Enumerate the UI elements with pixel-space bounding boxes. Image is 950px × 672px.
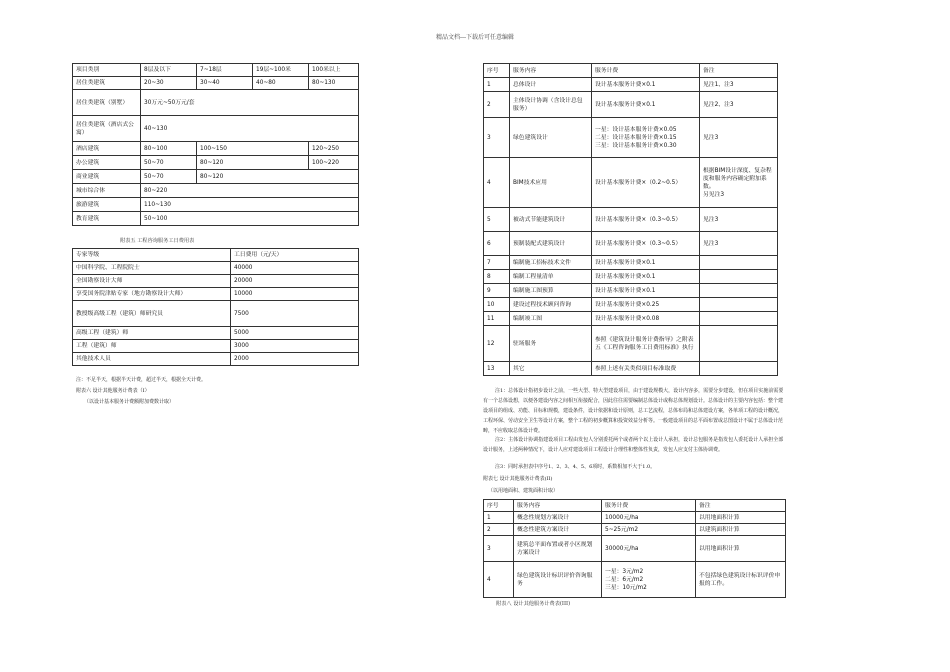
table-cell: 50~100 [141,212,359,226]
table-cell: 40000 [231,262,359,275]
table-cell: BIM技术应用 [510,158,592,208]
table-cell [700,312,778,326]
table-row [484,78,778,92]
table-cell: 旅游建筑 [73,198,141,212]
table-row [73,198,359,212]
table-cell: 商业建筑 [73,170,141,184]
table-cell [700,284,778,298]
table-cell: 3 [484,118,510,158]
table-cell: 5 [484,208,510,232]
table-row [484,312,778,326]
table-cell: 根据BIM设计深度、复杂程度和服务内容确定附加系数。 另见注3 [700,158,778,208]
table-cell [700,326,778,362]
table-cell [700,298,778,312]
table-cell: 建筑总平面布置或者小区规划方案设计 [514,536,602,562]
table-row [484,500,786,512]
table-cell: 5000 [231,327,359,340]
table6-caption: 附表六 设计其他服务计费表（I） [76,388,150,394]
building-fee-table [72,63,359,226]
table-cell: 40~130 [141,116,359,142]
table-cell: 20000 [231,275,359,288]
table-row [484,232,778,256]
table-cell: 11 [484,312,510,326]
table-row [73,353,359,366]
table-cell: 4 [484,562,514,598]
table-cell: 10000 [231,288,359,301]
table-cell: 9 [484,284,510,298]
table-cell: 2 [484,524,514,536]
expert-day-fee-table [72,248,359,366]
table-cell: 6 [484,232,510,256]
table-row [73,262,359,275]
table-cell: 120~250 [309,142,359,156]
table-row [484,562,786,598]
column-header: 工日费用（元/天） [231,249,359,262]
table-cell: 8 [484,270,510,284]
table-cell: 建设过程技术顾问咨询 [510,298,592,312]
note-3: 注3：同时承担表中序号1、2、3、4、5、6项时，系数相加不大于1.0。 [495,464,656,470]
table-cell: 工程（建筑）师 [73,340,231,353]
table-cell: 110~130 [141,198,359,212]
table-cell: 见注2、注3 [700,92,778,118]
table-row [73,77,359,90]
table-cell: 编制竣工图 [510,312,592,326]
table-row [484,158,778,208]
table-cell: 以建筑面积计算 [696,524,786,536]
table-cell: 100米以上 [309,64,359,77]
table-cell: 1 [484,512,514,524]
table-row [484,64,778,78]
table-cell: 教授级高级工程（建筑）师研究员 [73,301,231,327]
table-cell: 项目类别 [73,64,141,77]
table-cell: 80~220 [141,184,359,198]
column-header: 备注 [700,64,778,78]
table-row [73,249,359,262]
table-row [73,116,359,142]
table-row [484,270,778,284]
table-row [484,256,778,270]
table-cell: 设计基本服务计费×0.1 [592,270,700,284]
table-cell: 80~120 [197,156,309,170]
page-header: 精品文档---下载后可任意编辑 [435,34,515,41]
table-cell: 酒店建筑 [73,142,141,156]
table7-subcaption: （以用地面积、建筑面积计取） [488,488,559,494]
table-cell: 一星：3元/m2 二星：6元/m2 三星：10元/m2 [602,562,696,598]
table-cell: 设计基本服务计费×0.25 [592,298,700,312]
table-row [73,170,359,184]
table-cell: 设计基本服务计费×0.1 [592,92,700,118]
table-row [484,362,778,376]
table-cell: 30万元~50万元/套 [141,90,359,116]
table-cell: 100~150 [197,142,309,156]
table-cell: 其他技术人员 [73,353,231,366]
table-cell: 80~130 [309,77,359,90]
table-cell: 主体设计协调（含设计总包服务） [510,92,592,118]
table-row [73,275,359,288]
table-cell: 一星：设计基本服务计费×0.05 二星：设计基本服务计费×0.15 三星：设计基本服务计费×0.30 [592,118,700,158]
note-1: 注1：总体设计指初步设计之前，一些大型、特大型建设项目，由于建设规模大，设计内容多，需要分步建设，但在项目实施前需要有一个总体设想，以便各建设内容之间相互衔接配合，因此往往需要编制总体设计或称总体规划设计。总体设计的主要内容包括：整个建设项目的组成、功能、目标和规模，建设条件，设计依据和设计原则，总工艺流程，总体布局和总体建设方案，各单项工程的设计概况，工程环保、劳动安全卫生等设计方案，整个工程的初步概算和投资效益分析等。一般建设项目的总平面布置或总图设计不属于总体设计范畴，不应收取总体设计费。 [483,388,784,434]
table-cell: 编制工程量清单 [510,270,592,284]
column-header: 服务内容 [514,500,602,512]
table-cell: 享受国务院津贴专家（地方勘察设计大师） [73,288,231,301]
table-cell: 5~25元/m2 [602,524,696,536]
table-cell: 概念性规划方案设计 [514,512,602,524]
table-cell: 3 [484,536,514,562]
table-cell: 全国勘察设计大师 [73,275,231,288]
table-row [484,512,786,524]
table7-caption: 附表七 设计其他服务计费表(II) [483,476,553,482]
table-row [73,156,359,170]
column-header: 专家等级 [73,249,231,262]
table-cell: 50~70 [141,170,197,184]
column-header: 序号 [484,64,510,78]
table-row [484,536,786,562]
table-cell: 设计基本服务计费×（0.3~0.5） [592,208,700,232]
table-row [73,90,359,116]
table-cell: 3000 [231,340,359,353]
table-cell: 以用地面积计算 [696,512,786,524]
note-half-day: 注：不足半天，根据半天计费，超过半天，根据全天计费。 [76,377,207,383]
table-cell: 概念性建筑方案设计 [514,524,602,536]
table5-caption: 附表五 工程咨询服务工日费用表 [120,238,195,244]
table-cell: 绿色建筑设计标识评价咨询服务 [514,562,602,598]
table-cell: 见注3 [700,118,778,158]
table-cell: 不包括绿色建筑设计标识评价申报的工作。 [696,562,786,598]
table-row [73,142,359,156]
table-cell: 居住类建筑 [73,77,141,90]
table-cell: 10 [484,298,510,312]
column-header: 服务计费 [592,64,700,78]
table-cell: 2000 [231,353,359,366]
table-row [484,208,778,232]
table-cell: 设计基本服务计费×0.08 [592,312,700,326]
table-cell: 1 [484,78,510,92]
table-row [484,284,778,298]
table-cell: 设计基本服务计费×（0.3~0.5） [592,232,700,256]
table-cell: 8层及以下 [141,64,197,77]
table-cell: 中国科学院、工程院院士 [73,262,231,275]
table-cell: 高级工程（建筑）师 [73,327,231,340]
table-cell: 80~100 [141,142,197,156]
table-row [484,298,778,312]
table-cell: 30~40 [197,77,253,90]
table-row [73,288,359,301]
column-header: 服务计费 [602,500,696,512]
table-cell: 100~220 [309,156,359,170]
table-row [484,326,778,362]
table-cell: 13 [484,362,510,376]
table-cell: 被动式节能建筑设计 [510,208,592,232]
table-cell: 参照上述有关类似项目标准取费 [592,362,700,376]
table-cell: 10000元/ha [602,512,696,524]
table-cell: 编制施工招标技术文件 [510,256,592,270]
table-cell: 19层~100米 [253,64,309,77]
table8-caption: 附表八 设计其他服务计费表(III) [496,601,571,607]
table-cell: 设计基本服务计费×（0.2~0.5） [592,158,700,208]
table-cell [700,256,778,270]
other-service-fee-table-2 [483,499,786,598]
column-header: 备注 [696,500,786,512]
table-row [73,212,359,226]
table-cell: 20~30 [141,77,197,90]
table6-subcaption: （以设计基本服务计费额附加费数计取） [84,399,175,405]
table-cell: 预制装配式建筑设计 [510,232,592,256]
note-2: 注2：主体设计协调指建设项目工程由发包人分别委托两个或者两个以上设计人承担，设计总包服务是指发包人委托设计人承担全部设计服务，上述两种情况下，设计人应对建设项目工程设计合理性和整体性负责，发包人应支付主体协调费。 [483,437,784,453]
table-cell: 12 [484,326,510,362]
table-cell: 总体设计 [510,78,592,92]
table-cell: 驻场服务 [510,326,592,362]
table-row [73,327,359,340]
table-cell: 80~120 [197,170,359,184]
table-cell: 50~70 [141,156,197,170]
table-cell: 办公建筑 [73,156,141,170]
table-cell: 7500 [231,301,359,327]
table-row [484,92,778,118]
table-cell: 设计基本服务计费×0.1 [592,78,700,92]
table-row [73,340,359,353]
table-cell: 居住类建筑（别墅） [73,90,141,116]
table-cell: 4 [484,158,510,208]
table-row [484,118,778,158]
table-row [73,301,359,327]
table-cell: 7~18层 [197,64,253,77]
table-cell: 其它 [510,362,592,376]
table-cell [700,270,778,284]
table-cell [700,362,778,376]
table-cell: 40~80 [253,77,309,90]
table-cell: 编制施工图预算 [510,284,592,298]
table-row [73,184,359,198]
table-row [73,64,359,77]
table-cell: 见注1、注3 [700,78,778,92]
table-cell: 参照《建筑设计服务计费指导》之附表五《工程咨询服务工日费用标准》执行 [592,326,700,362]
table-cell: 7 [484,256,510,270]
table-cell: 30000元/ha [602,536,696,562]
column-header: 序号 [484,500,514,512]
other-service-fee-table-1 [483,63,778,376]
table-cell: 教育建筑 [73,212,141,226]
table-cell: 城市综合体 [73,184,141,198]
column-header: 服务内容 [510,64,592,78]
table-cell: 居住类建筑（酒店式公寓） [73,116,141,142]
table-cell: 以用地面积计算 [696,536,786,562]
table-cell: 设计基本服务计费×0.1 [592,284,700,298]
table-cell: 见注3 [700,208,778,232]
table-cell: 绿色建筑设计 [510,118,592,158]
table-cell: 见注3 [700,232,778,256]
table-cell: 2 [484,92,510,118]
table-cell: 设计基本服务计费×0.1 [592,256,700,270]
table-row [484,524,786,536]
